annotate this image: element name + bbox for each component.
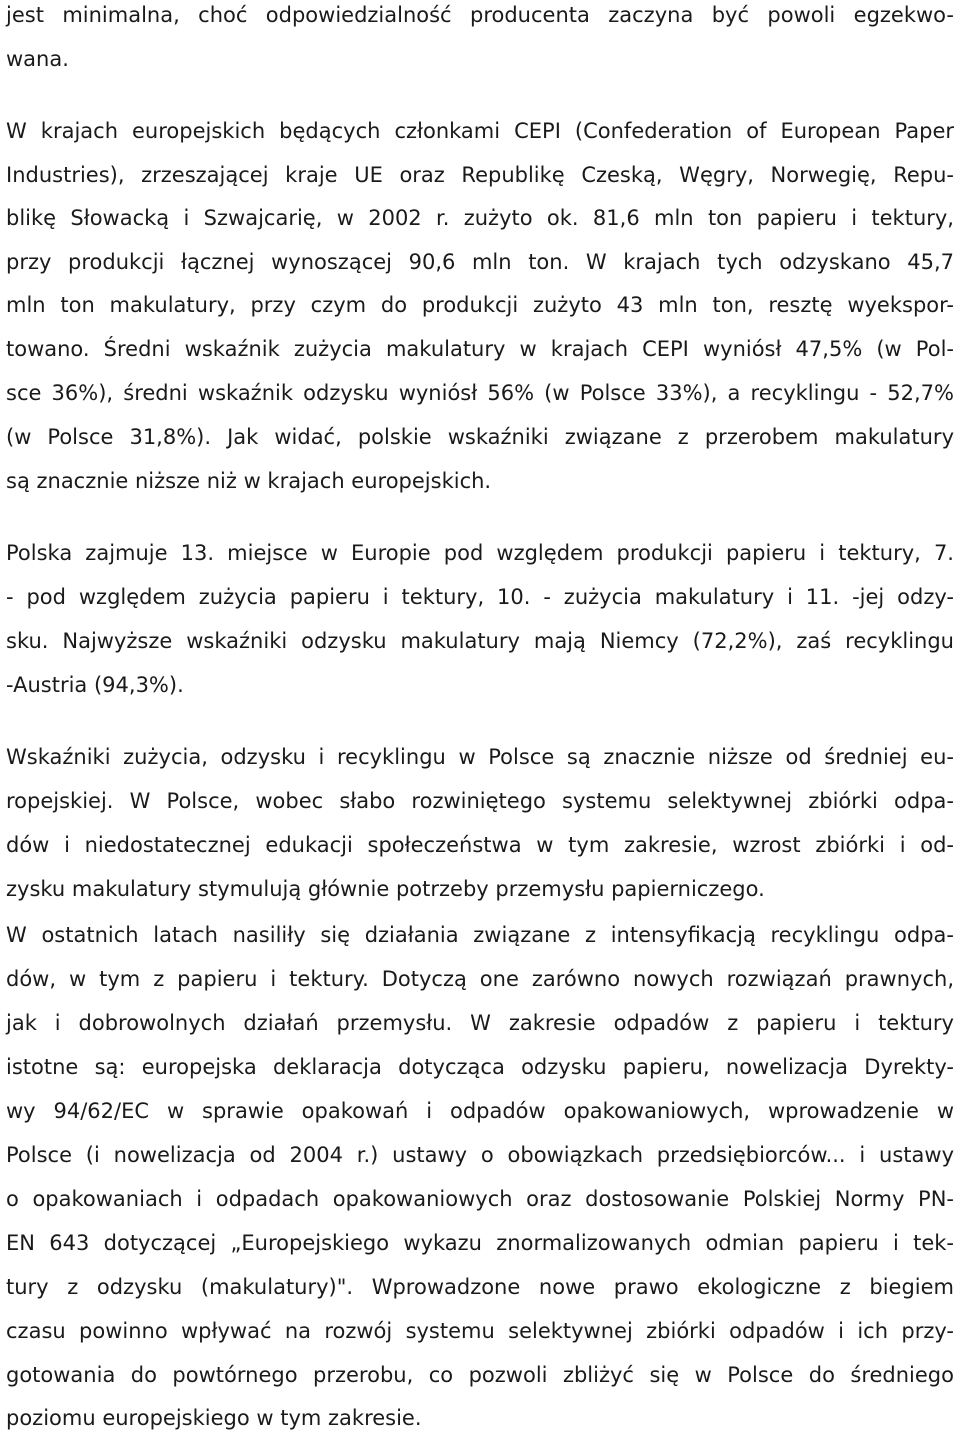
text-line: (w Polsce 31,8%). Jak widać, polskie wskaźniki związane z przerobem makulatury [6, 425, 954, 449]
text-line: dów i niedostatecznej edukacji społeczeństwa w tym zakresie, wzrost zbiórki i od- [6, 833, 954, 857]
text-line: -Austria (94,3%). [6, 673, 184, 697]
text-line: ropejskiej. W Polsce, wobec słabo rozwiniętego systemu selektywnej zbiórki odpa- [6, 789, 954, 813]
text-line: są znacznie niższe niż w krajach europejskich. [6, 469, 492, 493]
text-line: jak i dobrowolnych działań przemysłu. W zakresie odpadów z papieru i tektury [6, 1011, 954, 1035]
text-line: Polsce (i nowelizacja od 2004 r.) ustawy o obowiązkach przedsiębiorców... i ustawy [6, 1143, 954, 1167]
text-line: zysku makulatury stymulują głównie potrzeby przemysłu papierniczego. [6, 877, 765, 901]
text-line: przy produkcji łącznej wynoszącej 90,6 mln ton. W krajach tych odzyskano 45,7 [6, 250, 954, 274]
text-line: dów, w tym z papieru i tektury. Dotyczą one zarówno nowych rozwiązań prawnych, [6, 967, 954, 991]
text-line: mln ton makulatury, przy czym do produkcji zużyto 43 mln ton, resztę wyekspor- [6, 293, 954, 317]
text-line: blikę Słowacką i Szwajcarię, w 2002 r. zużyto ok. 81,6 mln ton papieru i tektury, [6, 206, 954, 230]
text-line: wy 94/62/EC w sprawie opakowań i odpadów opakowaniowych, wprowadzenie w [6, 1099, 954, 1123]
text-line: W ostatnich latach nasiliły się działania związane z intensyfikacją recyklingu odpa- [6, 923, 954, 947]
text-line: czasu powinno wpływać na rozwój systemu selektywnej zbiórki odpadów i ich przy- [6, 1319, 954, 1343]
text-line: Polska zajmuje 13. miejsce w Europie pod względem produkcji papieru i tektury, 7. [6, 541, 954, 565]
text-line: - pod względem zużycia papieru i tektury, 10. - zużycia makulatury i 11. -jej odzy- [6, 585, 954, 609]
text-line: tury z odzysku (makulatury)". Wprowadzone nowe prawo ekologiczne z biegiem [6, 1275, 954, 1299]
text-line: gotowania do powtórnego przerobu, co pozwoli zbliżyć się w Polsce do średniego [6, 1363, 954, 1387]
text-line: istotne są: europejska deklaracja dotycząca odzysku papieru, nowelizacja Dyrekty- [6, 1055, 954, 1079]
text-line: towano. Średni wskaźnik zużycia makulatury w krajach CEPI wyniósł 47,5% (w Pol- [6, 337, 954, 361]
text-line: o opakowaniach i odpadach opakowaniowych oraz dostosowanie Polskiej Normy PN- [6, 1187, 954, 1211]
text-line: Industries), zrzeszającej kraje UE oraz Republikę Czeską, Węgry, Norwegię, Repu- [6, 163, 954, 187]
text-line: W krajach europejskich będących członkami CEPI (Confederation of European Paper [6, 119, 954, 143]
text-line: poziomu europejskiego w tym zakresie. [6, 1406, 422, 1430]
text-line: Wskaźniki zużycia, odzysku i recyklingu w Polsce są znacznie niższe od średniej eu- [6, 745, 954, 769]
text-line: EN 643 dotyczącej „Europejskiego wykazu znormalizowanych odmian papieru i tek- [6, 1231, 954, 1255]
text-line: wana. [6, 47, 69, 71]
text-line: sku. Najwyższe wskaźniki odzysku makulatury mają Niemcy (72,2%), zaś recyklingu [6, 629, 954, 653]
text-line: jest minimalna, choć odpowiedzialność producenta zaczyna być powoli egzekwo- [6, 3, 954, 27]
text-line: sce 36%), średni wskaźnik odzysku wyniósł 56% (w Polsce 33%), a recyklingu - 52,7% [6, 381, 954, 405]
